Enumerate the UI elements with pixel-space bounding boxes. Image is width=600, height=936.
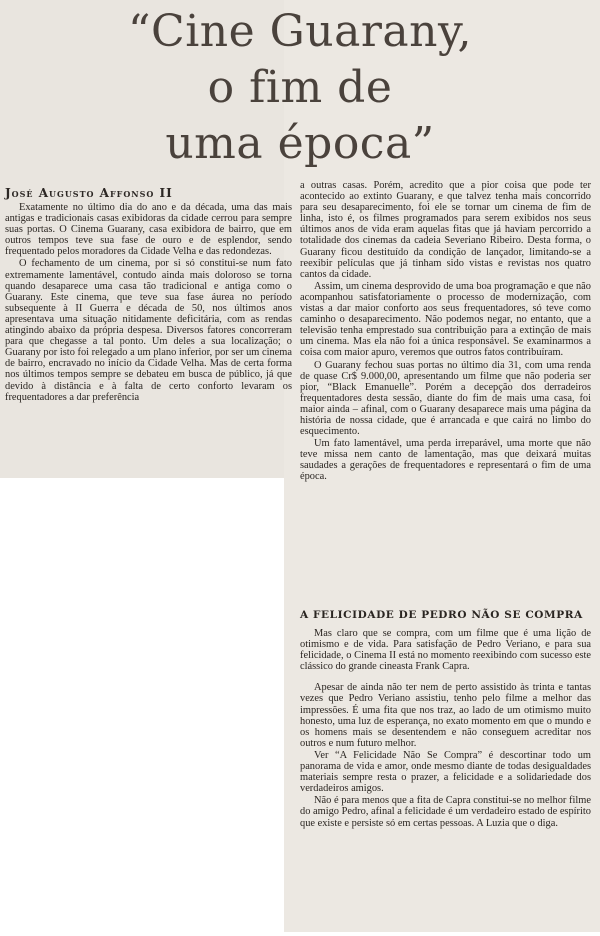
paragraph: a outras casas. Porém, acredito que a pior coisa que pode ter acontecido ao extinto Guarany, e que talvez tenha mais concorrido para seu desaparecimento, foi ele se tornar um cinema de fim de linha, isto é, os filmes programados para serem exibidos nos seus últimos anos de vida eram aquelas fitas que já haviam percorrido a totalidade dos cinemas da cadeia Severiano Ribeiro. Desta forma, o Guarany ficou destituído da condição de lançador, limitando-se a reexibir películas que já tinham sido vistas e revistas nos quatro cantos da cidade. bbox=[300, 180, 591, 280]
paragraph: Mas claro que se compra, com um filme que é uma lição de otimismo e de vida. Para satisfação de Pedro Veriano, e para sua felicidade, o Cinema II está no momento reexibindo com sucesso este clássico do grande cineasta Frank Capra. bbox=[300, 628, 591, 673]
paragraph: Ver “A Felicidade Não Se Compra” é descortinar todo um panorama de vida e amor, onde mesmo diante de todas desigualdades materiais sempre resta o prazer, a felicidade e a solidariedade dos verdadeiros amigos. bbox=[300, 749, 591, 795]
paragraph: Assim, um cinema desprovido de uma boa programação e que não acompanhou satisfatoriamente o processo de modernização, com vistas a dar maior conforto aos seus frequentadores, só teve como caminho o desaparecimento. Não podemos negar, no entanto, que a televisão tenha emprestado sua contribuição para a extinção de mais um cinema. Mas ela não foi a única responsável. Se examinarmos a coisa com maior apuro, veremos que outros fatos contribuíram. bbox=[300, 280, 591, 359]
paragraph: O Guarany fechou suas portas no último dia 31, com uma renda de quase Cr$ 9.000,00, apresentando um filme que não poderia ser pior, “Black Emanuelle”. Porém a decepção dos derradeiros frequentadores desta sessão, diante do fim de mais uma casa, foi maior ainda – afinal, com o Guarany desaparece mais uma página da história de nossa cidade, que é arrancada e que cairá no limbo do esquecimento. bbox=[300, 359, 591, 438]
headline-line-1: “Cine Guarany, bbox=[128, 6, 472, 57]
headline bbox=[100, 4, 500, 172]
article-right-column bbox=[300, 180, 591, 484]
article-left-column bbox=[5, 202, 292, 404]
paragraph: Exatamente no último dia do ano e da década, uma das mais antigas e tradicionais casas exibidoras da cidade cerrou para sempre suas portas. O Cinema Guarany, casa exibidora de bairro, que em outros tempos teve sua fase de ouro e de esplendor, sendo frequentado pelos moradores da Cidade Velha e das redondezas. bbox=[5, 202, 292, 258]
article-right-lower-column bbox=[300, 628, 591, 830]
headline-line-3: uma época” bbox=[165, 118, 435, 169]
paragraph: Apesar de ainda não ter nem de perto assistido às trinta e tantas vezes que Pedro Veriano assistiu, tenho pelo filme a melhor das impressões. É uma fita que nos traz, ao lado de um otimismo muito honesto, uma luz de esperança, no exato momento em que o mundo e os homens mais se desentendem e não conseguem acreditar nos outros e num futuro melhor. bbox=[300, 682, 591, 749]
paragraph: Não é para menos que a fita de Capra constitui-se no melhor filme do amigo Pedro, afinal a felicidade é um verdadeiro estado de espírito que existe e persiste só em certas pessoas. A Luzia que o diga. bbox=[300, 795, 591, 829]
section-subheading: A FELICIDADE DE PEDRO NÃO SE COMPRA bbox=[300, 609, 583, 621]
paragraph: O fechamento de um cinema, por si só constitui-se num fato extremamente lamentável, contudo ainda mais doloroso se torna quando desaparece uma casa tão tradicional e antiga como o Guarany. Este cinema, que teve sua fase áurea no período subsequente à II Guerra e década de 50, nos últimos anos apresentava uma situação nitidamente deficitária, com as rendas atingindo abaixo da própria despesa. Diversos fatores concorreram para que chegasse a tal ponto. Um deles a sua localização; o Guarany por isto foi relegado a um plano inferior, por ser um cinema de bairro, encravado no início da Cidade Velha. Mas de certa forma nos últimos tempos sempre se debateu em busca de público, já que devido à distância e à falta de certo conforto levaram os frequentadores a dar preferência bbox=[5, 258, 292, 403]
headline-line-2: o fim de bbox=[207, 62, 393, 113]
paragraph: Um fato lamentável, uma perda irreparável, uma morte que não teve missa nem canto de lamentação, mas que deixará muitas saudades a gerações de frequentadores e representará o fim de uma época. bbox=[300, 438, 591, 483]
byline: José Augusto Affonso II bbox=[5, 186, 173, 200]
